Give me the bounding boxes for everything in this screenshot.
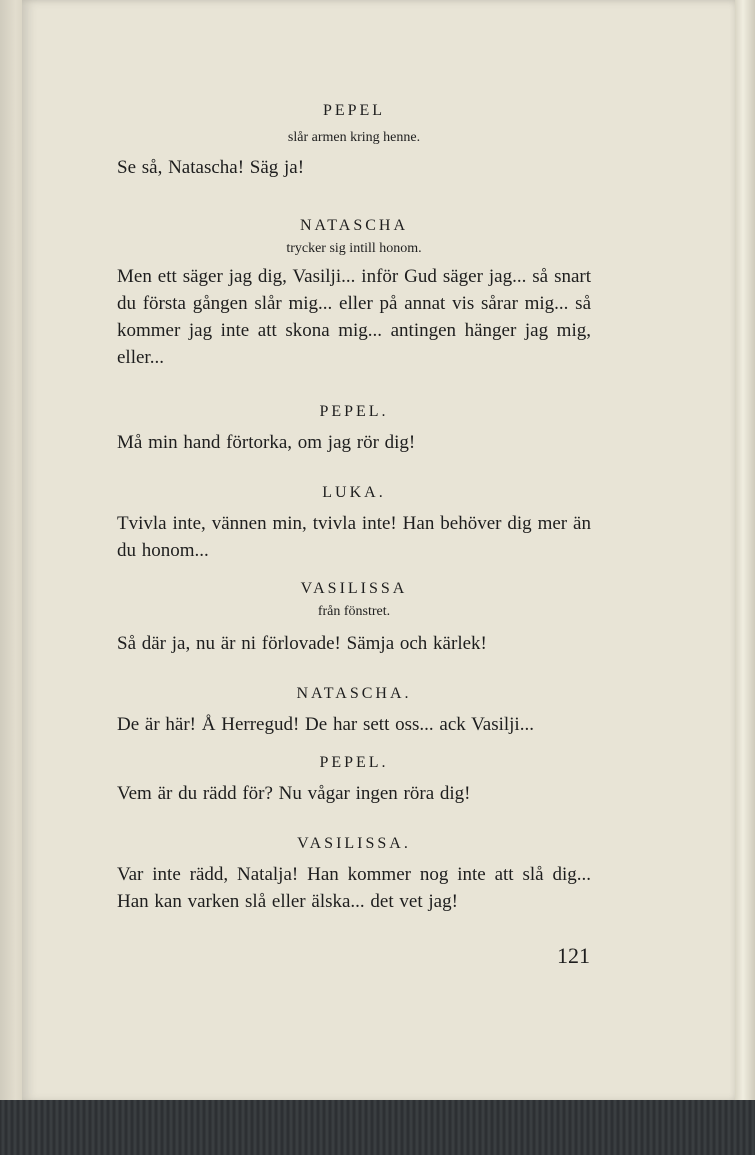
dialogue-line: Men ett säger jag dig, Vasilji... inför Gud säger jag... så snart du första gången slår mig... eller på annat vis sårar mig... så kommer jag inte att skona mig... antingen hänger jag mig, eller... — [117, 266, 591, 368]
stage-direction: från fönstret. — [317, 604, 391, 619]
dialogue-line: Må min hand förtorka, om jag rör dig! — [117, 432, 416, 453]
speaker-name: NATASCHA — [299, 217, 409, 234]
speaker-name: PEPEL. — [319, 403, 389, 420]
dialogue-line: Tvivla inte, vännen min, tvivla inte! Han behöver dig mer än du honom... — [117, 513, 591, 561]
background-strip — [0, 1100, 755, 1155]
dialogue-line: Vem är du rädd för? Nu vågar ingen röra dig! — [117, 783, 471, 804]
page-number: 121 — [557, 943, 590, 968]
dialogue-line: Var inte rädd, Natalja! Han kommer nog inte att slå dig... Han kan varken slå eller älska... det vet jag! — [117, 864, 591, 912]
stage-direction: trycker sig intill honom. — [286, 241, 422, 256]
dialogue-line: Så där ja, nu är ni förlovade! Sämja och kärlek! — [117, 633, 487, 654]
stage-direction: slår armen kring henne. — [287, 130, 421, 145]
dialogue-block — [117, 482, 591, 564]
dialogue-block — [117, 752, 591, 807]
speaker-name: LUKA. — [322, 484, 386, 501]
dialogue-block — [117, 578, 591, 657]
dialogue-block — [117, 215, 591, 371]
dialogue-block — [117, 683, 591, 738]
dialogue-block — [117, 100, 591, 181]
dialogue-block — [117, 833, 591, 915]
dialogue-line: De är här! Å Herregud! De har sett oss... ack Vasilji... — [117, 714, 534, 735]
speaker-name: VASILISSA. — [297, 835, 411, 852]
speaker-name: VASILISSA — [300, 580, 408, 597]
dialogue-block — [117, 401, 591, 456]
page-edge — [735, 0, 755, 1102]
speaker-name: PEPEL — [322, 102, 386, 119]
play-text — [117, 100, 591, 915]
speaker-name: NATASCHA. — [296, 685, 412, 702]
dialogue-line: Se så, Natascha! Säg ja! — [117, 157, 305, 178]
speaker-name: PEPEL. — [319, 754, 389, 771]
